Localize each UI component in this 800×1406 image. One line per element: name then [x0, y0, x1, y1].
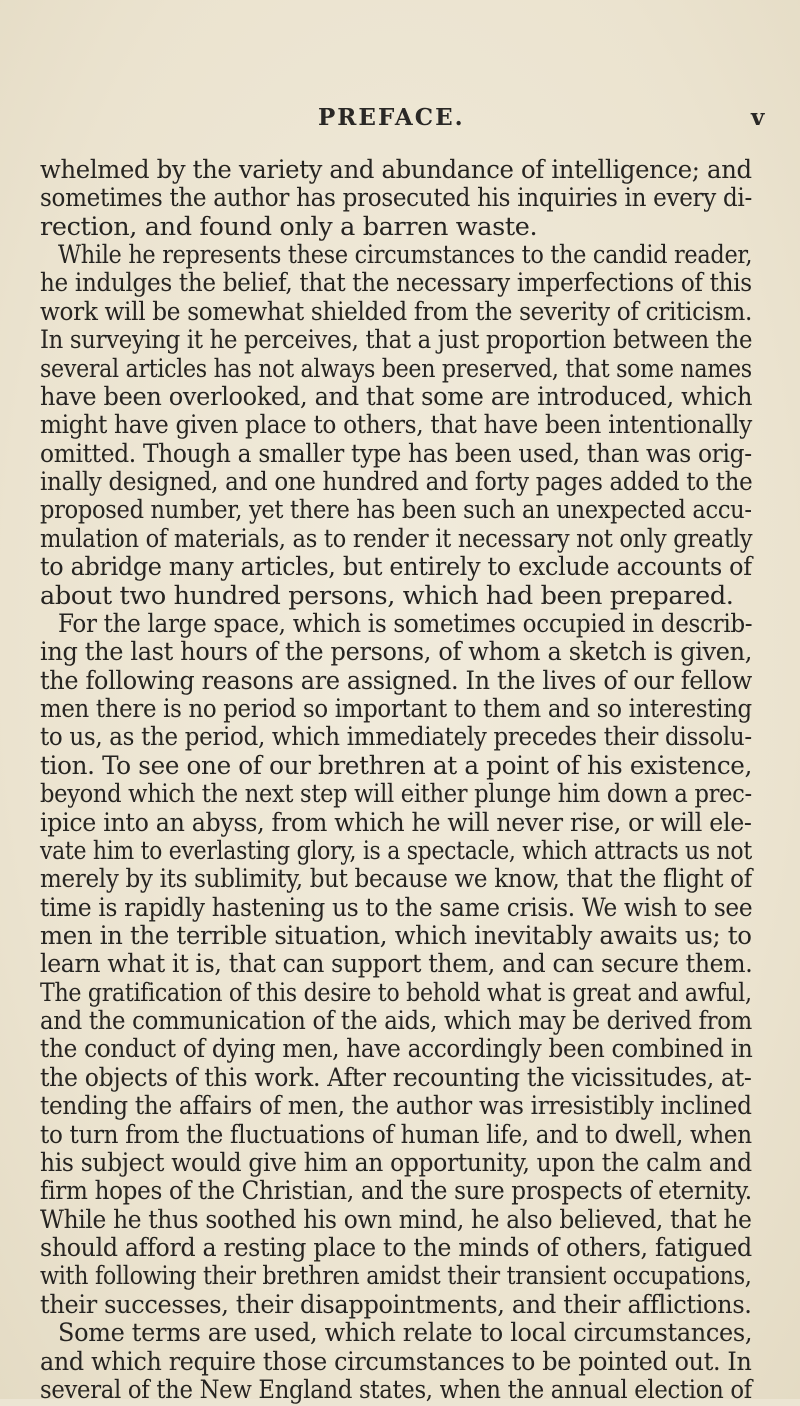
text-line: several articles has not always been preserved, that some names: [40, 353, 752, 384]
text-line: the following reasons are assigned. In the lives of our fellow: [40, 665, 752, 696]
running-head-title: PREFACE.: [318, 104, 465, 131]
text-line: he indulges the belief, that the necessary imperfections of this: [40, 268, 752, 299]
text-line: and the communication of the aids, which may be derived from: [40, 1006, 752, 1037]
text-line: should afford a resting place to the minds of others, fatigued: [40, 1233, 752, 1264]
text-line: his subject would give him an opportunity, upon the calm and: [40, 1147, 752, 1178]
text-line: tending the affairs of men, the author was irresistibly inclined: [40, 1091, 752, 1122]
text-line: to us, as the period, which immediately precedes their dissolu-: [40, 722, 752, 753]
text-line: ing the last hours of the persons, of whom a sketch is given,: [40, 637, 753, 668]
text-line: work will be somewhat shielded from the severity of criticism.: [40, 296, 753, 327]
text-line: inally designed, and one hundred and forty pages added to the: [40, 467, 753, 498]
text-line: tion. To see one of our brethren at a point of his existence,: [40, 750, 753, 781]
text-line: about two hundred persons, which had been prepared.: [40, 580, 734, 611]
text-line: beyond which the next step will either plunge him down a prec-: [40, 779, 752, 810]
text-line: sometimes the author has prosecuted his inquiries in every di-: [40, 183, 752, 214]
text-line: with following their brethren amidst their transient occupations,: [40, 1261, 752, 1292]
text-line: ipice into an abyss, from which he will never rise, or will ele-: [40, 807, 752, 838]
running-head: [0, 100, 800, 140]
text-line: merely by its sublimity, but because we know, that the flight of: [40, 864, 752, 895]
text-line: In surveying it he perceives, that a just proportion between the: [40, 325, 753, 356]
text-line: several of the New England states, when the annual election of: [40, 1374, 752, 1405]
text-line: might have given place to others, that have been intentionally: [40, 410, 752, 441]
text-line: The gratification of this desire to behold what is great and awful,: [40, 977, 752, 1008]
text-line: proposed number, yet there has been such an unexpected accu-: [40, 495, 752, 526]
text-line: to abridge many articles, but entirely to exclude accounts of: [40, 552, 752, 583]
text-line: whelmed by the variety and abundance of intelligence; and: [40, 155, 752, 185]
text-line: omitted. Though a smaller type has been used, than was orig-: [40, 438, 752, 469]
text-line: vate him to everlasting glory, is a spectacle, which attracts us not: [40, 835, 752, 866]
text-line: the objects of this work. After recounting the vicissitudes, at-: [40, 1062, 752, 1093]
page-number: v: [751, 104, 765, 131]
text-line: time is rapidly hastening us to the same crisis. We wish to see: [40, 892, 753, 923]
text-line: For the large space, which is sometimes occupied in describ-: [58, 608, 753, 639]
text-line: and which require those circumstances to be pointed out. In: [40, 1346, 752, 1377]
text-line: men in the terrible situation, which inevitably awaits us; to: [40, 920, 752, 951]
text-line: While he represents these circumstances to the candid reader,: [58, 240, 753, 271]
text-line: learn what it is, that can support them, and can secure them.: [40, 949, 753, 980]
text-line: have been overlooked, and that some are introduced, which: [40, 381, 753, 412]
text-line: mulation of materials, as to render it necessary not only greatly: [40, 523, 753, 554]
text-line: their successes, their disappointments, and their afflictions.: [40, 1289, 752, 1320]
text-line: firm hopes of the Christian, and the sure prospects of eternity.: [40, 1176, 752, 1207]
text-line: men there is no period so important to them and so interesting: [40, 694, 752, 725]
text-line: rection, and found only a barren waste.: [40, 211, 538, 242]
text-line: to turn from the fluctuations of human life, and to dwell, when: [40, 1119, 752, 1150]
text-line: the conduct of dying men, have accordingly been combined in: [40, 1034, 753, 1065]
text-line: Some terms are used, which relate to local circumstances,: [58, 1318, 753, 1349]
text-line: While he thus soothed his own mind, he also believed, that he: [40, 1204, 752, 1235]
